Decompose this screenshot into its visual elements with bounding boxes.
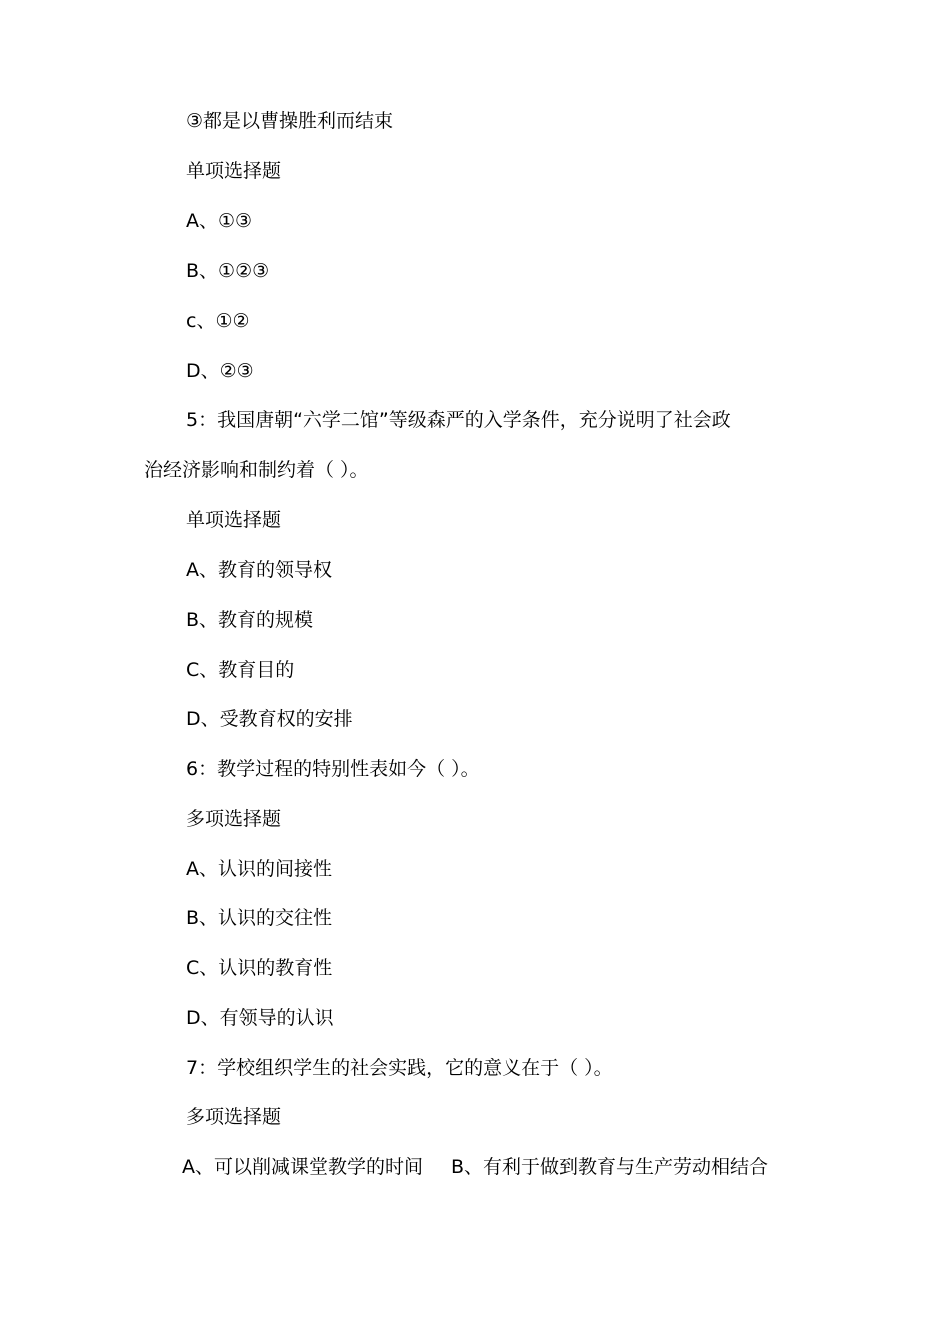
option-line: ③都是以曹操胜利而结束 xyxy=(186,110,394,132)
option-c: c、①② xyxy=(186,310,250,332)
option-a: A、教育的领导权 xyxy=(186,559,332,581)
question-type-label: 多项选择题 xyxy=(186,808,282,830)
option-d: D、受教育权的安排 xyxy=(186,708,353,730)
option-b: B、①②③ xyxy=(186,260,270,282)
question-6: 6：教学过程的特别性表如今（ ）。 xyxy=(186,758,480,780)
option-d: D、②③ xyxy=(186,360,254,382)
question-7: 7：学校组织学生的社会实践，它的意义在于（ ）。 xyxy=(186,1057,613,1079)
option-c: C、教育目的 xyxy=(186,659,295,681)
option-b: B、教育的规模 xyxy=(186,609,314,631)
question-type-label: 多项选择题 xyxy=(186,1106,282,1128)
option-b: B、认识的交往性 xyxy=(186,907,333,929)
option-d: D、有领导的认识 xyxy=(186,1007,334,1029)
question-type-label: 单项选择题 xyxy=(186,160,282,182)
option-a: A、①③ xyxy=(186,210,253,232)
option-a: A、可以削减课堂教学的时间 xyxy=(182,1156,423,1178)
option-c: C、认识的教育性 xyxy=(186,957,333,979)
question-5-continued: 治经济影响和制约着（ ）。 xyxy=(144,459,369,481)
question-5: 5：我国唐朝“六学二馆”等级森严的入学条件，充分说明了社会政 xyxy=(186,409,731,431)
question-type-label: 单项选择题 xyxy=(186,509,282,531)
options-row xyxy=(182,1155,768,1179)
option-b: B、有利于做到教育与生产劳动相结合 xyxy=(451,1156,769,1178)
option-a: A、认识的间接性 xyxy=(186,858,332,880)
